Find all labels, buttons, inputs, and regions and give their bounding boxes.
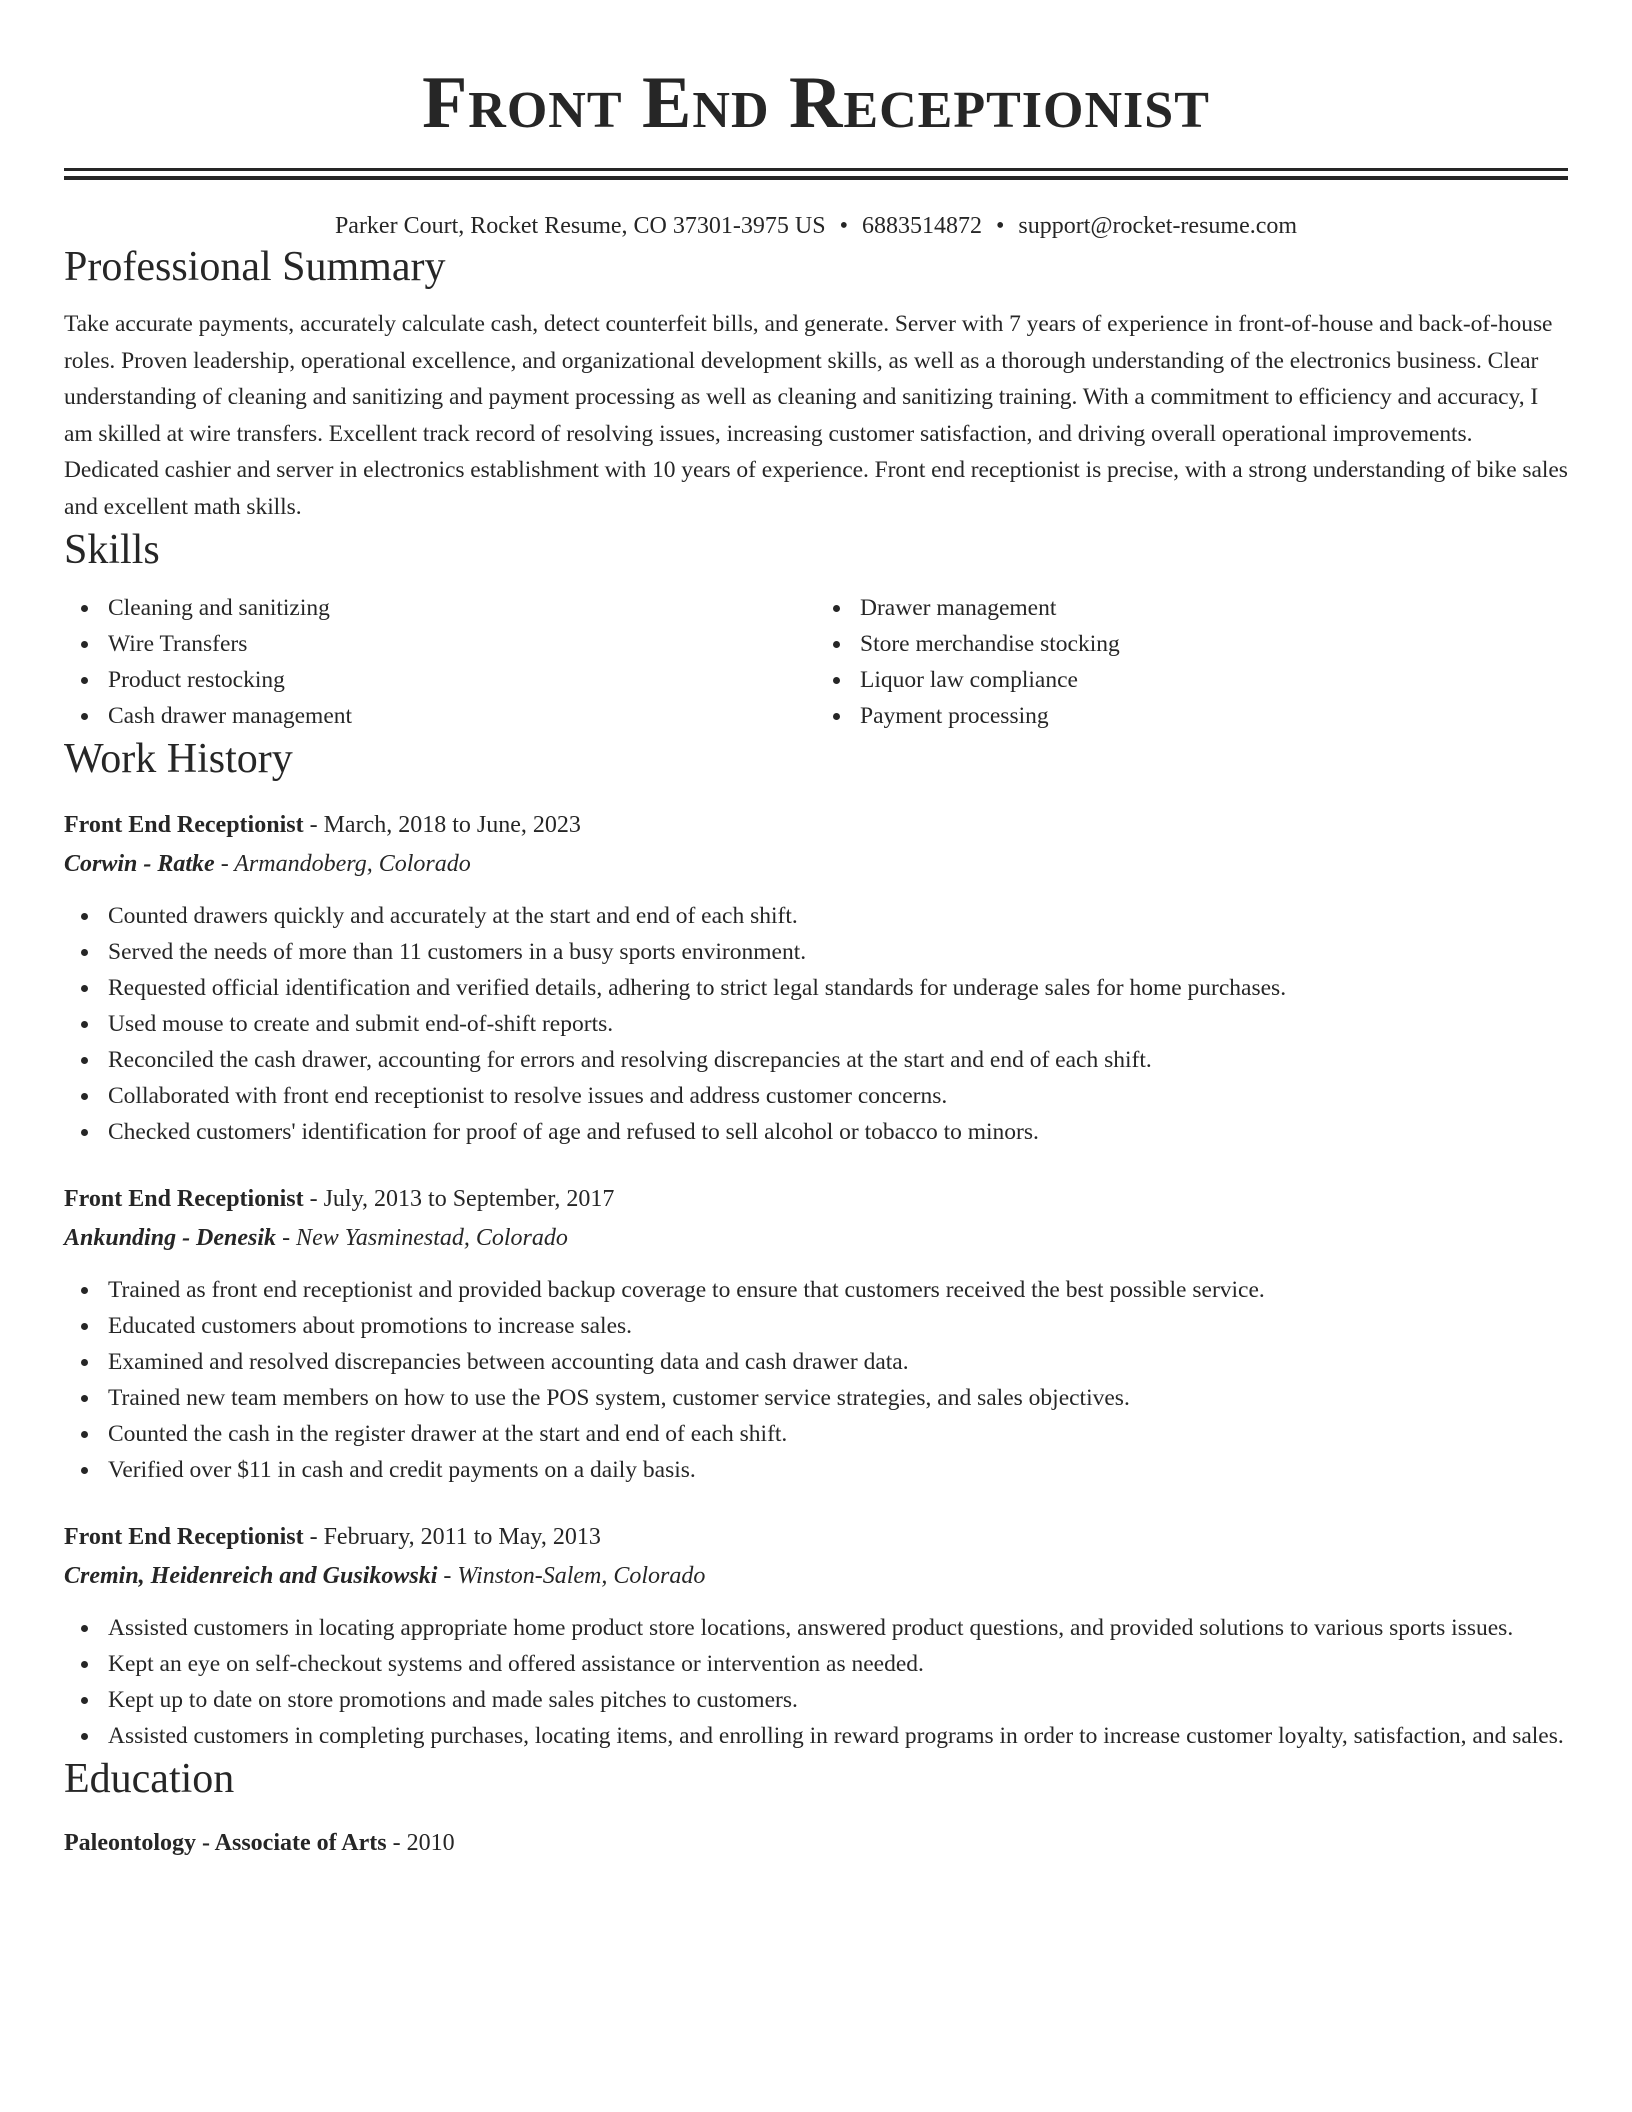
job-location: - New Yasminestad, Colorado bbox=[276, 1225, 568, 1251]
job-dates: - February, 2011 to May, 2013 bbox=[303, 1524, 601, 1550]
header-double-rule bbox=[64, 168, 1568, 180]
job-header bbox=[64, 1518, 1568, 1557]
job-title: Front End Receptionist bbox=[64, 1186, 304, 1212]
skill-item: Payment processing bbox=[816, 698, 1568, 734]
education-year: - 2010 bbox=[386, 1830, 455, 1856]
job-header bbox=[64, 1180, 1568, 1219]
job-location: - Armandoberg, Colorado bbox=[214, 851, 471, 877]
duty-item: Checked customers' identification for proof of age and refused to sell alcohol or tobacco to minors. bbox=[64, 1114, 1568, 1150]
job-duties bbox=[64, 1610, 1568, 1754]
duty-item: Served the needs of more than 11 customers in a busy sports environment. bbox=[64, 934, 1568, 970]
summary-heading: Professional Summary bbox=[64, 244, 446, 290]
job-entry bbox=[64, 1518, 1568, 1754]
job-duties bbox=[64, 1272, 1568, 1488]
contact-separator: • bbox=[839, 213, 848, 239]
contact-email: support@rocket-resume.com bbox=[1018, 213, 1298, 239]
duty-item: Counted the cash in the register drawer at the start and end of each shift. bbox=[64, 1416, 1568, 1452]
duty-item: Verified over $11 in cash and credit payments on a daily basis. bbox=[64, 1452, 1568, 1488]
skills-heading: Skills bbox=[64, 527, 160, 573]
job-title: Front End Receptionist bbox=[64, 1524, 304, 1550]
job-duties bbox=[64, 898, 1568, 1150]
duty-item: Requested official identification and verified details, adhering to strict legal standards for underage sales for home purchases. bbox=[64, 970, 1568, 1006]
duty-item: Reconciled the cash drawer, accounting for errors and resolving discrepancies at the start and end of each shift. bbox=[64, 1042, 1568, 1078]
duty-item: Counted drawers quickly and accurately at the start and end of each shift. bbox=[64, 898, 1568, 934]
duty-item: Assisted customers in completing purchases, locating items, and enrolling in reward programs in order to increase customer loyalty, satisfaction, and sales. bbox=[64, 1718, 1568, 1754]
duty-item: Examined and resolved discrepancies between accounting data and cash drawer data. bbox=[64, 1344, 1568, 1380]
duty-item: Used mouse to create and submit end-of-shift reports. bbox=[64, 1006, 1568, 1042]
job-entry bbox=[64, 806, 1568, 1150]
contact-separator: • bbox=[995, 213, 1005, 239]
education-heading: Education bbox=[64, 1756, 235, 1802]
duty-item: Trained new team members on how to use the POS system, customer service strategies, and sales objectives. bbox=[64, 1380, 1568, 1416]
skill-item: Drawer management bbox=[816, 590, 1568, 626]
skill-item: Cash drawer management bbox=[64, 698, 816, 734]
job-title: Front End Receptionist bbox=[64, 812, 304, 838]
job-employer bbox=[64, 1219, 1568, 1258]
job-entry bbox=[64, 1180, 1568, 1488]
job-company: Cremin, Heidenreich and Gusikowski bbox=[64, 1563, 438, 1589]
job-company: Ankunding - Denesik bbox=[64, 1225, 277, 1251]
contact-line bbox=[64, 210, 1568, 242]
skill-item: Liquor law compliance bbox=[816, 662, 1568, 698]
summary-text: Take accurate payments, accurately calculate cash, detect counterfeit bills, and generate. Server with 7 years of experience in front-of-house and back-of-house roles. Proven leadership, operational excellence, and organizational development skills, as well as a thorough understanding of the electronics business. Clear understanding of cleaning and sanitizing and payment processing as well as cleaning and sanitizing training. With a commitment to efficiency and accuracy, I am skilled at wire transfers. Excellent track record of resolving issues, increasing customer satisfaction, and driving overall operational improvements. Dedicated cashier and server in electronics establishment with 10 years of experience. Front end receptionist is precise, with a strong understanding of bike sales and excellent math skills. bbox=[64, 311, 1568, 520]
job-dates: - July, 2013 to September, 2017 bbox=[303, 1186, 615, 1212]
job-location: - Winston-Salem, Colorado bbox=[437, 1563, 706, 1589]
work-history-heading: Work History bbox=[64, 736, 293, 782]
skill-item: Store merchandise stocking bbox=[816, 626, 1568, 662]
skills-list-left bbox=[64, 590, 816, 734]
job-header bbox=[64, 806, 1568, 845]
resume-name: Front End Receptionist bbox=[422, 62, 1210, 144]
duty-item: Assisted customers in locating appropriate home product store locations, answered product questions, and provided solutions to various sports issues. bbox=[64, 1610, 1568, 1646]
skill-item: Wire Transfers bbox=[64, 626, 816, 662]
job-employer bbox=[64, 845, 1568, 884]
contact-phone: 6883514872 bbox=[861, 213, 982, 239]
education-degree: Paleontology - Associate of Arts bbox=[64, 1830, 387, 1856]
duty-item: Kept an eye on self-checkout systems and offered assistance or intervention as needed. bbox=[64, 1646, 1568, 1682]
duty-item: Kept up to date on store promotions and made sales pitches to customers. bbox=[64, 1682, 1568, 1718]
skills-columns bbox=[64, 590, 1568, 734]
skill-item: Cleaning and sanitizing bbox=[64, 590, 816, 626]
duty-item: Trained as front end receptionist and provided backup coverage to ensure that customers received the best possible service. bbox=[64, 1272, 1568, 1308]
contact-address: Parker Court, Rocket Resume, CO 37301-3975 US bbox=[334, 213, 826, 239]
duty-item: Collaborated with front end receptionist to resolve issues and address customer concerns. bbox=[64, 1078, 1568, 1114]
job-employer bbox=[64, 1557, 1568, 1596]
duty-item: Educated customers about promotions to increase sales. bbox=[64, 1308, 1568, 1344]
job-company: Corwin - Ratke bbox=[64, 851, 215, 877]
skill-item: Product restocking bbox=[64, 662, 816, 698]
job-dates: - March, 2018 to June, 2023 bbox=[303, 812, 581, 838]
education-entry bbox=[64, 1824, 1568, 1863]
skills-list-right bbox=[816, 590, 1568, 734]
